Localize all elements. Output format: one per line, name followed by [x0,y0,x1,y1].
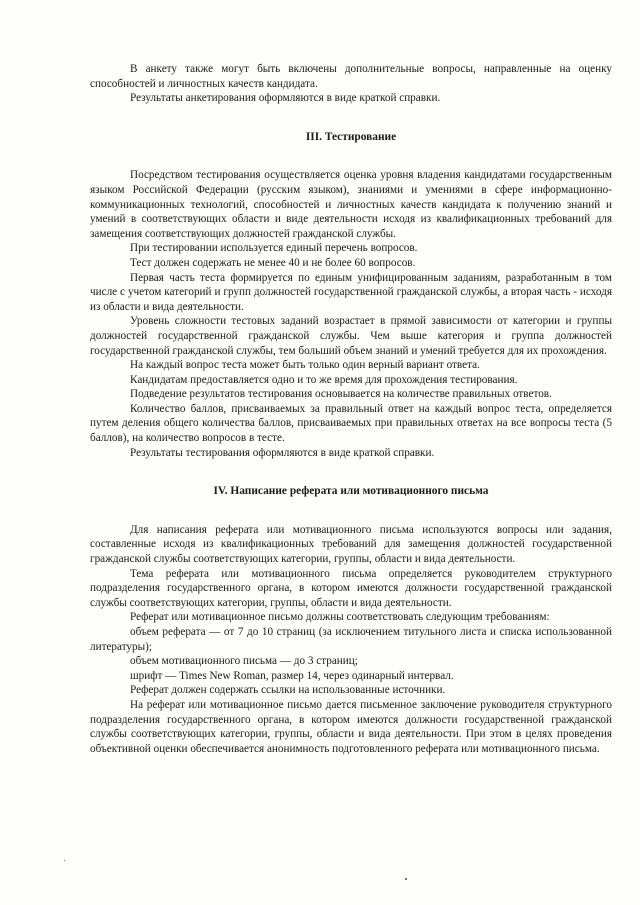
section-3-paragraph: Количество баллов, присваиваемых за правильный ответ на каждый вопрос теста, определяется путем деления общего количества баллов, присваиваемых при правильных ответах на все вопросы теста (5 баллов), на количество вопросов в тесте. [90,402,612,445]
intro-paragraph-2: Результаты анкетирования оформляются в виде краткой справки. [130,92,441,105]
section-3-paragraph: Уровень сложности тестовых заданий возрастает в прямой зависимости от категории и группы должностей государственной гражданской службы. Чем выше категория и группа должностей государственной гражданской службы, тем больший объем знаний и умений требуется для их прохождения. [90,315,612,357]
section-4-paragraph: На реферат или мотивационное письмо дается письменное заключение руководителя структурного подразделения государственного органа, в котором имеются должности государственной гражданской службы соответствующих категории, группы, области и вида деятельности. При этом в целях проведения объективной оценки обеспечивается анонимность подготовленного реферата или мотивационного письма. [90,698,612,755]
section-4-paragraph: Реферат или мотивационное письмо должны соответствовать следующим требованиям: [130,611,550,624]
section-4-paragraph: объем мотивационного письма — до 3 страниц; [130,655,358,668]
document-page [90,62,612,756]
section-3-heading: III. Тестирование [305,130,397,143]
section-4-paragraph: Реферат должен содержать ссылки на использованные источники. [130,684,446,697]
section-4-paragraph: шрифт — Times New Roman, размер 14, через одинарный интервал. [130,669,454,682]
section-4-paragraph: Тема реферата или мотивационного письма определяется руководителем структурного подразделения государственного органа, в котором имеются должности государственной гражданской службы соответствующих категории, группы, области и вида деятельности. [90,567,612,609]
section-3-paragraph: На каждый вопрос теста может быть только один верный вариант ответа. [130,359,480,372]
scan-speck [64,860,65,861]
section-3-paragraph: Кандидатам предоставляется одно и то же время для прохождения тестирования. [130,373,518,386]
section-3-paragraph: Первая часть теста формируется по единым унифицированным заданиям, разработанным в том числе с учетом категорий и групп должностей государственной гражданской службы, а вторая часть - исходя из области и вида деятельности. [90,271,612,313]
section-4-paragraph: объем реферата — от 7 до 10 страниц (за исключением титульного листа и списка использованной литературы); [90,626,612,653]
intro-paragraph-1: В анкету также могут быть включены дополнительные вопросы, направленные на оценку способностей и личностных качеств кандидата. [90,63,612,90]
section-3-paragraph: Подведение результатов тестирования основывается на количестве правильных ответов. [130,388,552,401]
section-3-paragraph: При тестировании используется единый перечень вопросов. [130,242,418,255]
section-3-paragraph: Результаты тестирования оформляются в виде краткой справки. [130,446,435,459]
section-4-heading: IV. Написание реферата или мотивационного письма [213,485,489,498]
section-3-paragraph: Посредством тестирования осуществляется оценка уровня владения кандидатами государственным языком Российской Федерации (русским языком), знаниями и умениями в сфере информационно-коммуникационных технологий, способностей и личностных качеств кандидата к получению знаний и умений в соответствующих области и виде деятельности исходя из квалификационных требований для замещения соответствующих должностей гражданской службы. [90,169,612,240]
section-4-paragraph: Для написания реферата или мотивационного письма используются вопросы или задания, составленные исходя из квалификационных требований для замещения должностей государственной гражданской службы соответствующих категории, группы, области и вида деятельности. [90,523,612,566]
section-3-paragraph: Тест должен содержать не менее 40 и не более 60 вопросов. [130,256,416,269]
scan-speck [405,878,407,880]
